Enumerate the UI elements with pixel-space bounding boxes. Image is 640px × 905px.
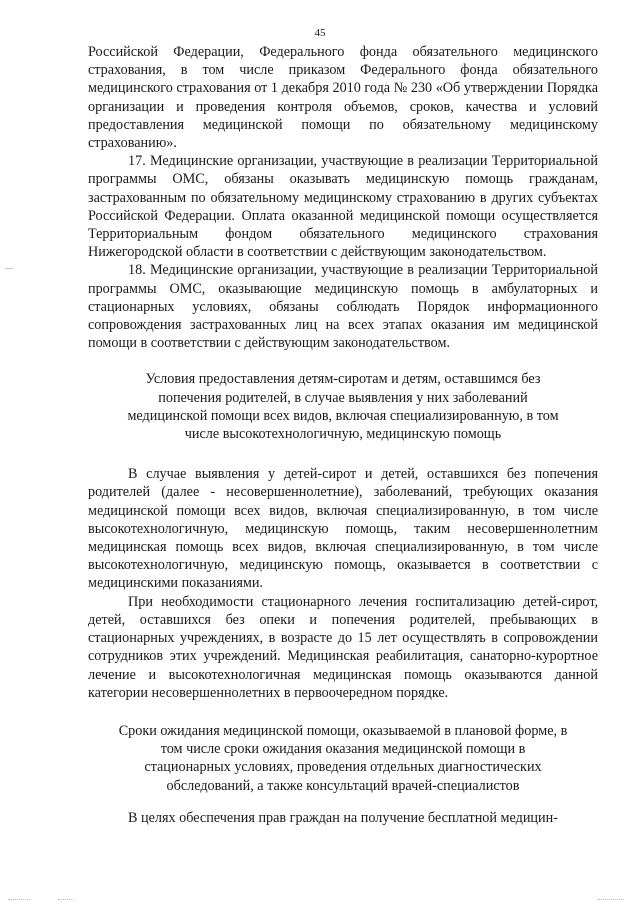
section-heading-orphans: Условия предоставления детям-сиротам и детям, оставшимся без попечения родителей, в случае выявления у них заболеваний медицинской помощи всех видов, включая специализированную, в том числе высокотехнологичную, медицинскую помощь: [127, 371, 559, 443]
scan-artifact: [58, 899, 74, 901]
paragraph-hospitalization: При необходимости стационарного лечения госпитализацию детей-сирот, детей, оставшихся без опеки и попечения родителей, пребывающих в стационарных учреждениях, в возрасте до 15 лет осуществлять в сопровождении сотрудников этих учреждений. Медицинская реабилитация, санаторно-курортное лечение и высокотехнологичная медицинская помощь оказываются данной категории несовершеннолетних в первоочередном порядке.: [88, 593, 598, 701]
paragraph-continuation: Российской Федерации, Федерального фонда обязательного медицинского страхования, в том числе приказом Федерального фонда обязательного медицинского страхования от 1 декабря 2010 года № 230 «Об утверждении Порядка организации и проведения контроля объемов, сроков, качества и условий предоставления медицинской помощи по обязательному медицинскому страхованию».: [88, 44, 598, 152]
scan-artifact: [598, 899, 624, 901]
paragraph-17: 17. Медицинские организации, участвующие в реализации Территориальной программы ОМС, обязаны оказывать медицинскую помощь гражданам, застрахованным по обязательному медицинскому страхованию в других субъектах Российской Федерации. Оплата оказанной медицинской помощи осуществляется Территориальным фондом обязательного медицинского страхования Нижегородской области в соответствии с действующим законодательством.: [88, 153, 598, 261]
page-number: 45: [314, 27, 326, 39]
paragraph-18: 18. Медицинские организации, участвующие в реализации Территориальной программы ОМС, оказывающие медицинскую помощь в амбулаторных и стационарных условиях, обязаны соблюдать Порядок информационного сопровождения застрахованных лиц на всех этапах оказания им медицинской помощи в соответствии с действующим законодательством.: [88, 262, 598, 352]
scan-artifact: [8, 899, 30, 901]
section-heading-waiting-times: Сроки ожидания медицинской помощи, оказываемой в плановой форме, в том числе сроки ожидания оказания медицинской помощи в стационарных условиях, проведения отдельных диагностических обследований, а также консультаций врачей-специалистов: [118, 722, 568, 794]
margin-mark: [5, 268, 13, 269]
paragraph-orphans-care: В случае выявления у детей-сирот и детей, оставшихся без попечения родителей (далее - несовершеннолетние), заболеваний, требующих оказания медицинской помощи всех видов, включая специализированную, в том числе высокотехнологичную, медицинскую помощь, таким несовершеннолетним медицинская помощь всех видов, включая специализированную, в том числе высокотехнологичную, медицинскую помощь, оказывается в соответствии с медицинскими показаниями.: [88, 466, 598, 592]
paragraph-rights: В целях обеспечения прав граждан на получение бесплатной медицин-: [128, 809, 558, 826]
document-body: [88, 43, 598, 827]
